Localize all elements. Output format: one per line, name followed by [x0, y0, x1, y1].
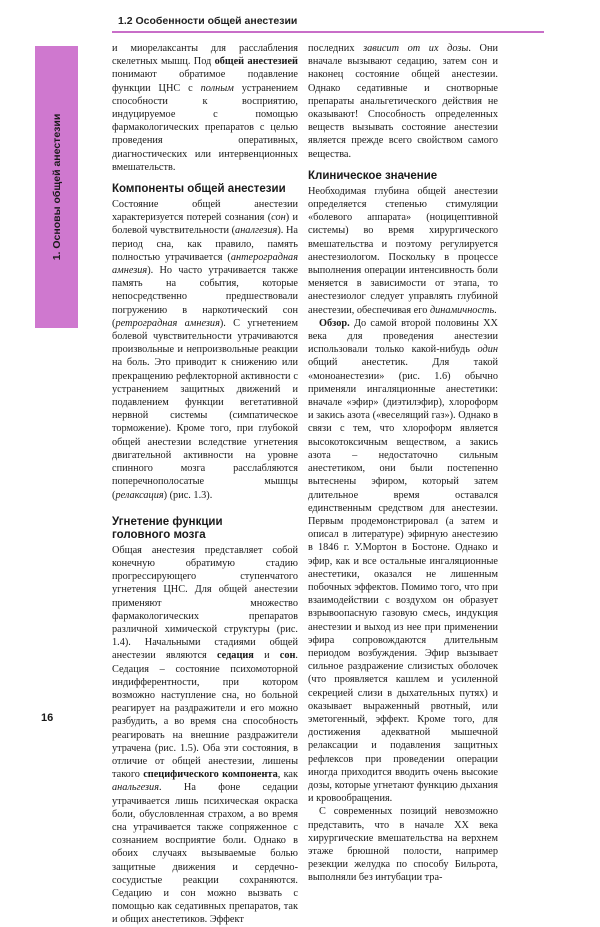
page-number: 16: [41, 712, 54, 724]
paragraph: Обзор. До самой второй половины XX века для проведения анестезии использовали только какой-нибудь один общий анестетик. Для такой «моноанестезии» (рис. 1.6) обычно применяли ингаляционные анестетики: вначале «эфир» (диэтилэфир), хлороформ и закись азота («веселящий газ»). Однако в связи с тем, что хлороформ является высокотоксичным веществом, а закись азота – недостаточно сильным анестетиком, они были постепенно вытеснены эфиром, который затем длительное время оставался единственным средством для анестезии. Первым продемонстрировал (а затем и описал в литературе) эфирную анестезию в 1846 г. У.Мортон в Бостоне. Однако и эфир, как и все остальные ингаляционные анестетики, оказался не лишенным побочных эффектов. Помимо того, что при взаимодействии с воздухом он образует взрывоопасную газовую смесь, индукция анестезии и выход из нее при применении эфира сопровождаются длительным периодом возбуждения. Эфир вызывает сильное раздражение слизистых оболочек (что проявляется кашлем и усиленной секрецией слизи в дыхательных путях) и оказывает выраженный рвотный, или эметогенный, эффект. Кроме того, для достижения адекватной мышечной релаксации и подавления защитных рефлексов при проведении операции иногда приходится вводить очень высокие дозы, которые угнетают функцию дыхания и кровообращения.: [308, 317, 498, 805]
section-heading-brain-depression: Угнетение функции головного мозга: [112, 515, 223, 541]
left-column: [112, 42, 298, 927]
section-heading-clinical: Клиническое значение: [308, 169, 438, 182]
paragraph: Общая анестезия представляет собой конечную обратимую стадию прогрессирующего ступенчатого угнетения ЦНС. Для общей анестезии применяют множество фармакологических препаратов различной химической структуры (рис. 1.4). Начальными стадиями общей анестезии являются седация и сон. Седация – состояние психомоторной индифферентности, при котором возможно наступление сна, но больной реагирует на раздражители и его можно разбудить, а во время сна способность реагировать на внешние раздражители утрачена (рис. 1.5). Оба эти состояния, в отличие от общей анестезии, лишены такого специфического компонента, как анальгезия. На фоне седации утрачивается лишь психическая окраска боли, обусловленная страхом, а во время сна утрачивается также сопряженное с сознанием восприятие боли. Однако в обоих случаях вызываемые болью защитные движения и сердечно-сосудистые реакции сохраняются. Седацию и сон можно вызвать с помощью как седативных препаратов, так и общих анестетиков. Эффект: [112, 544, 298, 926]
paragraph: Состояние общей анестезии характеризуется потерей сознания (сон) и болевой чувствительности (аналгезия). На период сна, как правило, память полностью утрачивается (антероградная амнезия). Но часто утрачивается также память на события, которые непосредственно предшествовали погружению в наркотический сон (ретроградная амнезия). С угнетением болевой чувствительности утрачиваются произвольные и непроизвольные реакции на боль. Это приводит к снижению или прекращению рефлекторной активности с устранением защитных движений и подавлением функции вегетативной нервной системы (симпатическое торможение). Кроме того, при глубокой общей анестезии вследствие угнетения двигательной активности на уровне спинного мозга расслабляются поперечнополосатые мышцы (релаксация) (рис. 1.3).: [112, 199, 298, 501]
right-column: [308, 42, 498, 885]
chapter-side-tab: [35, 46, 78, 328]
paragraph: С современных позиций невозможно представить, что в начале XX века хирургические вмешательства на верхнем этаже брюшной полости, например резекции желудка по способу Бильрота, выполняли без интубации тра-: [308, 806, 498, 884]
header-rule: [112, 31, 544, 33]
running-header-title: 1.2 Особенности общей анестезии: [118, 15, 298, 27]
paragraph: Необходимая глубина общей анестезии определяется степенью стимуляции «болевого аппарата» (ноцицептивной системы) во время хирургического вмешательства и поэтому регулируется анестезиологом. Поскольку в процессе выполнения операции интенсивность боли меняется в зависимости от этапа, то анестезиолог следует управлять глубиной анестезии, обеспечивая его динамичность.: [308, 185, 498, 316]
paragraph: и миорелаксанты для расслабления скелетных мышц. Под общей анестезией понимают обратимое подавление функции ЦНС с полным устранением способности к восприятию, индуцируемое с помощью фармакологических препаратов с целью проведения оперативных, диагностических или интервенционных вмешательств.: [112, 43, 298, 173]
paragraph: последних зависит от их дозы. Они вначале вызывают седацию, затем сон и наконец состояние общей анестезии. Однако седативные и снотворные препараты анальгетического действия не оказывают! Способность определенных веществ вызывать состояние анестезии является прежде всего свойством самого вещества.: [308, 43, 498, 160]
section-heading-components: Компоненты общей анестезии: [112, 183, 286, 196]
chapter-side-tab-label: 1. Основы общей анестезии: [50, 113, 63, 261]
